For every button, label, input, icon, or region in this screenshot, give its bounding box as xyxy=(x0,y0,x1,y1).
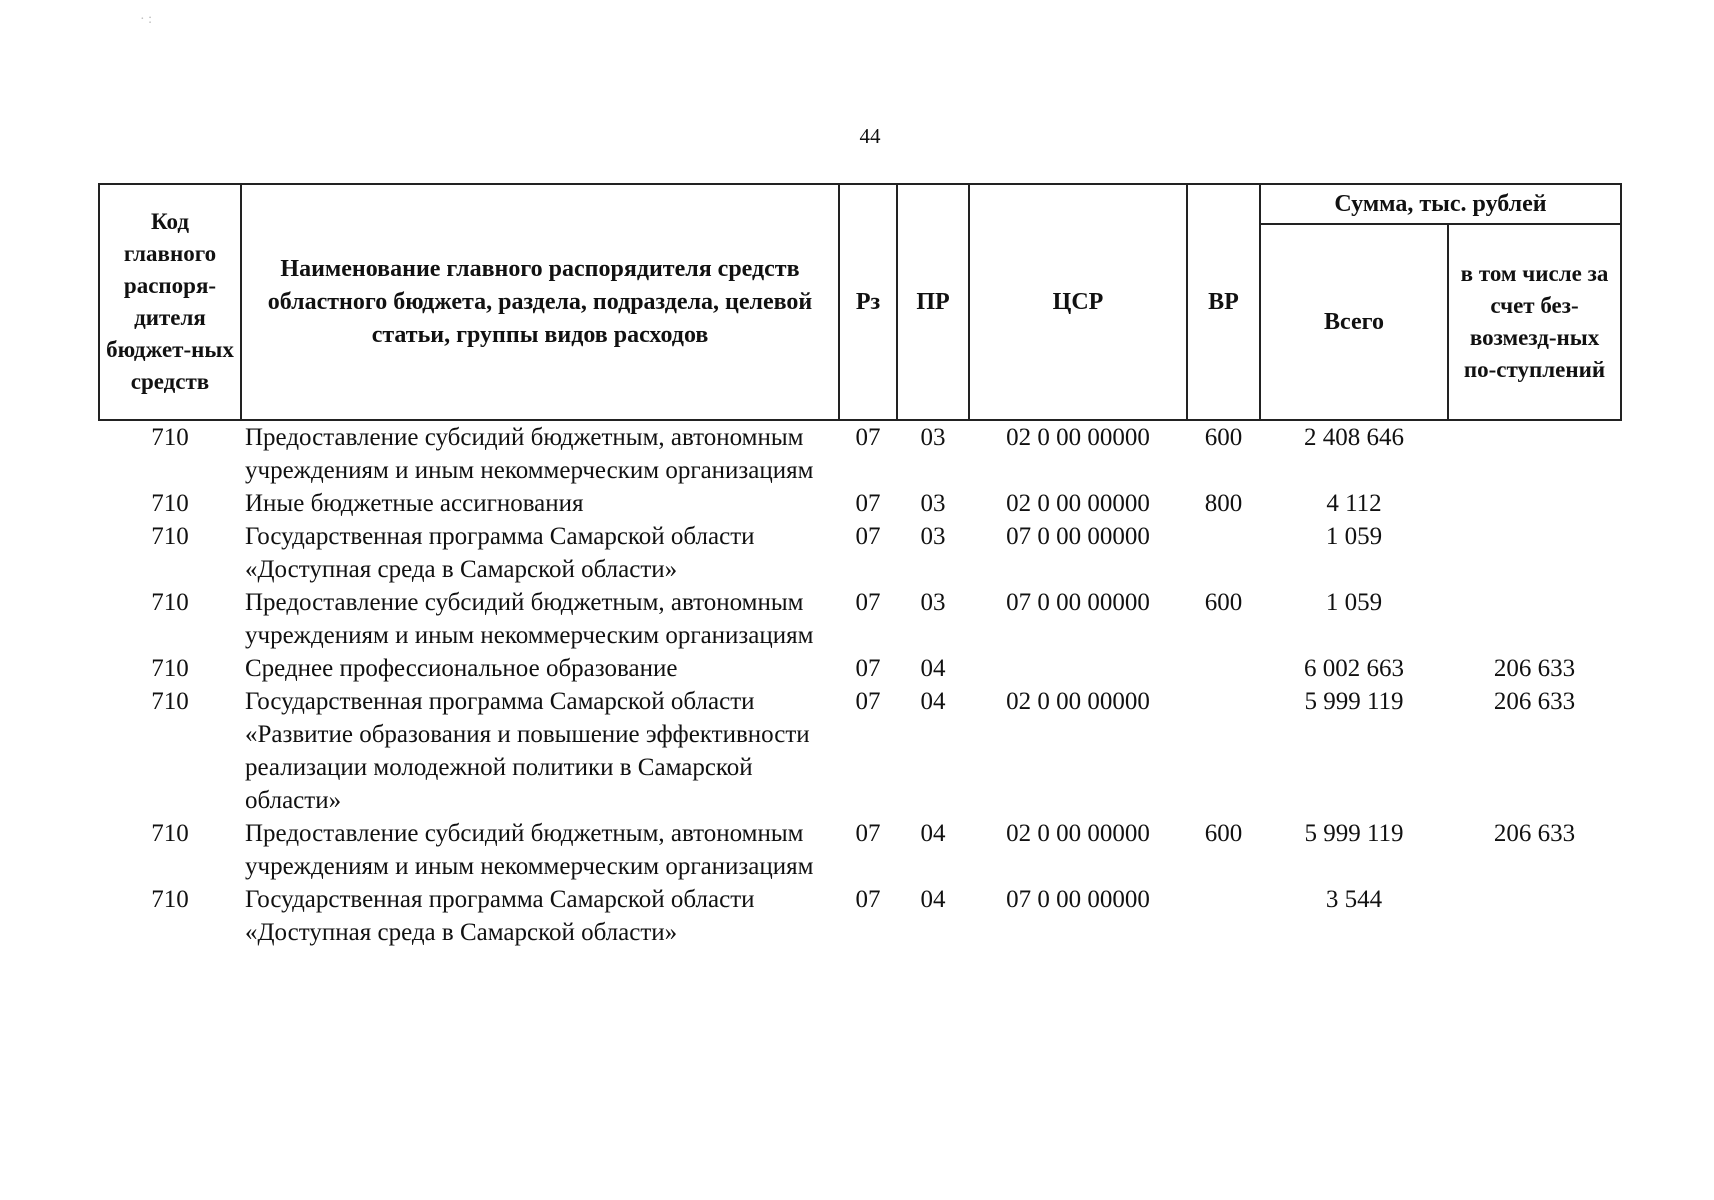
cell-name: Предоставление субсидий бюджетным, автономным учреждениям и иным некоммерческим организациям xyxy=(245,589,814,649)
cell-csr: 02 0 00 00000 xyxy=(1006,688,1150,715)
header-incl: в том числе за счет без-возмезд-ных по-ступлений xyxy=(1448,224,1621,420)
cell-total: 6 002 663 xyxy=(1304,655,1404,682)
cell-pr: 03 xyxy=(920,424,946,451)
header-vr: ВР xyxy=(1187,184,1260,420)
cell-pr: 03 xyxy=(920,589,946,616)
cell-rz: 07 xyxy=(855,820,881,847)
cell-total: 4 112 xyxy=(1326,490,1382,517)
cell-code: 710 xyxy=(151,523,189,550)
cell-code: 710 xyxy=(151,820,189,847)
cell-incl xyxy=(1448,883,1621,949)
cell-pr: 04 xyxy=(920,655,946,682)
cell-code: 710 xyxy=(151,424,189,451)
cell-csr: 07 0 00 00000 xyxy=(1006,523,1150,550)
budget-table xyxy=(98,183,1622,949)
table-row xyxy=(99,685,1621,817)
header-total: Всего xyxy=(1260,224,1448,420)
cell-code: 710 xyxy=(151,688,189,715)
header-code: Код главного распоря-дителя бюджет-ных средств xyxy=(99,184,241,420)
cell-total: 2 408 646 xyxy=(1304,424,1404,451)
cell-csr: 02 0 00 00000 xyxy=(1006,820,1150,847)
cell-code: 710 xyxy=(151,589,189,616)
cell-csr xyxy=(969,652,1187,685)
cell-incl xyxy=(1448,420,1621,487)
cell-name: Государственная программа Самарской области «Доступная среда в Самарской области» xyxy=(245,886,755,946)
cell-csr: 07 0 00 00000 xyxy=(1006,589,1150,616)
cell-vr: 600 xyxy=(1204,820,1243,847)
table-row xyxy=(99,652,1621,685)
header-name: Наименование главного распорядителя средств областного бюджета, раздела, подраздела, целевой статьи, группы видов расходов xyxy=(241,184,839,420)
cell-pr: 04 xyxy=(920,886,946,913)
cell-vr xyxy=(1187,883,1260,949)
table-row xyxy=(99,883,1621,949)
table-row xyxy=(99,817,1621,883)
cell-vr: 600 xyxy=(1204,424,1243,451)
cell-vr: 800 xyxy=(1204,490,1243,517)
table-row xyxy=(99,420,1621,487)
cell-incl xyxy=(1448,487,1621,520)
cell-name: Государственная программа Самарской области «Развитие образования и повышение эффективности реализации молодежной политики в Самарской области» xyxy=(245,688,810,814)
cell-total: 5 999 119 xyxy=(1304,820,1404,847)
cell-pr: 03 xyxy=(920,523,946,550)
table-row xyxy=(99,520,1621,586)
cell-incl: 206 633 xyxy=(1493,655,1576,682)
cell-total: 1 059 xyxy=(1325,523,1383,550)
cell-code: 710 xyxy=(151,490,189,517)
cell-pr: 04 xyxy=(920,820,946,847)
cell-csr: 02 0 00 00000 xyxy=(1006,490,1150,517)
cell-vr: 600 xyxy=(1204,589,1243,616)
header-pr: ПР xyxy=(897,184,969,420)
cell-rz: 07 xyxy=(855,688,881,715)
cell-incl xyxy=(1448,520,1621,586)
cell-name: Иные бюджетные ассигнования xyxy=(245,490,584,517)
cell-name: Государственная программа Самарской области «Доступная среда в Самарской области» xyxy=(245,523,755,583)
cell-vr xyxy=(1187,520,1260,586)
cell-name: Среднее профессиональное образование xyxy=(245,655,678,682)
cell-incl xyxy=(1448,586,1621,652)
page-number: 44 xyxy=(859,124,881,148)
cell-rz: 07 xyxy=(855,655,881,682)
cell-code: 710 xyxy=(151,886,189,913)
cell-rz: 07 xyxy=(855,589,881,616)
cell-name: Предоставление субсидий бюджетным, автономным учреждениям и иным некоммерческим организациям xyxy=(245,424,814,484)
cell-vr xyxy=(1187,652,1260,685)
cell-total: 5 999 119 xyxy=(1304,688,1404,715)
cell-pr: 04 xyxy=(920,688,946,715)
cell-pr: 03 xyxy=(920,490,946,517)
scan-speck: · : xyxy=(140,12,153,27)
cell-total: 1 059 xyxy=(1325,589,1383,616)
cell-code: 710 xyxy=(151,655,189,682)
cell-incl: 206 633 xyxy=(1493,820,1576,847)
cell-incl: 206 633 xyxy=(1493,688,1576,715)
header-sum: Сумма, тыс. рублей xyxy=(1260,184,1621,224)
cell-vr xyxy=(1187,685,1260,817)
header-rz: Рз xyxy=(839,184,897,420)
table-row xyxy=(99,586,1621,652)
cell-name: Предоставление субсидий бюджетным, автономным учреждениям и иным некоммерческим организациям xyxy=(245,820,814,880)
cell-csr: 07 0 00 00000 xyxy=(1006,886,1150,913)
cell-rz: 07 xyxy=(855,490,881,517)
table-body xyxy=(99,420,1621,949)
cell-csr: 02 0 00 00000 xyxy=(1006,424,1150,451)
table-row xyxy=(99,487,1621,520)
cell-rz: 07 xyxy=(855,424,881,451)
header-csr: ЦСР xyxy=(969,184,1187,420)
cell-rz: 07 xyxy=(855,523,881,550)
cell-total: 3 544 xyxy=(1325,886,1383,913)
cell-rz: 07 xyxy=(855,886,881,913)
